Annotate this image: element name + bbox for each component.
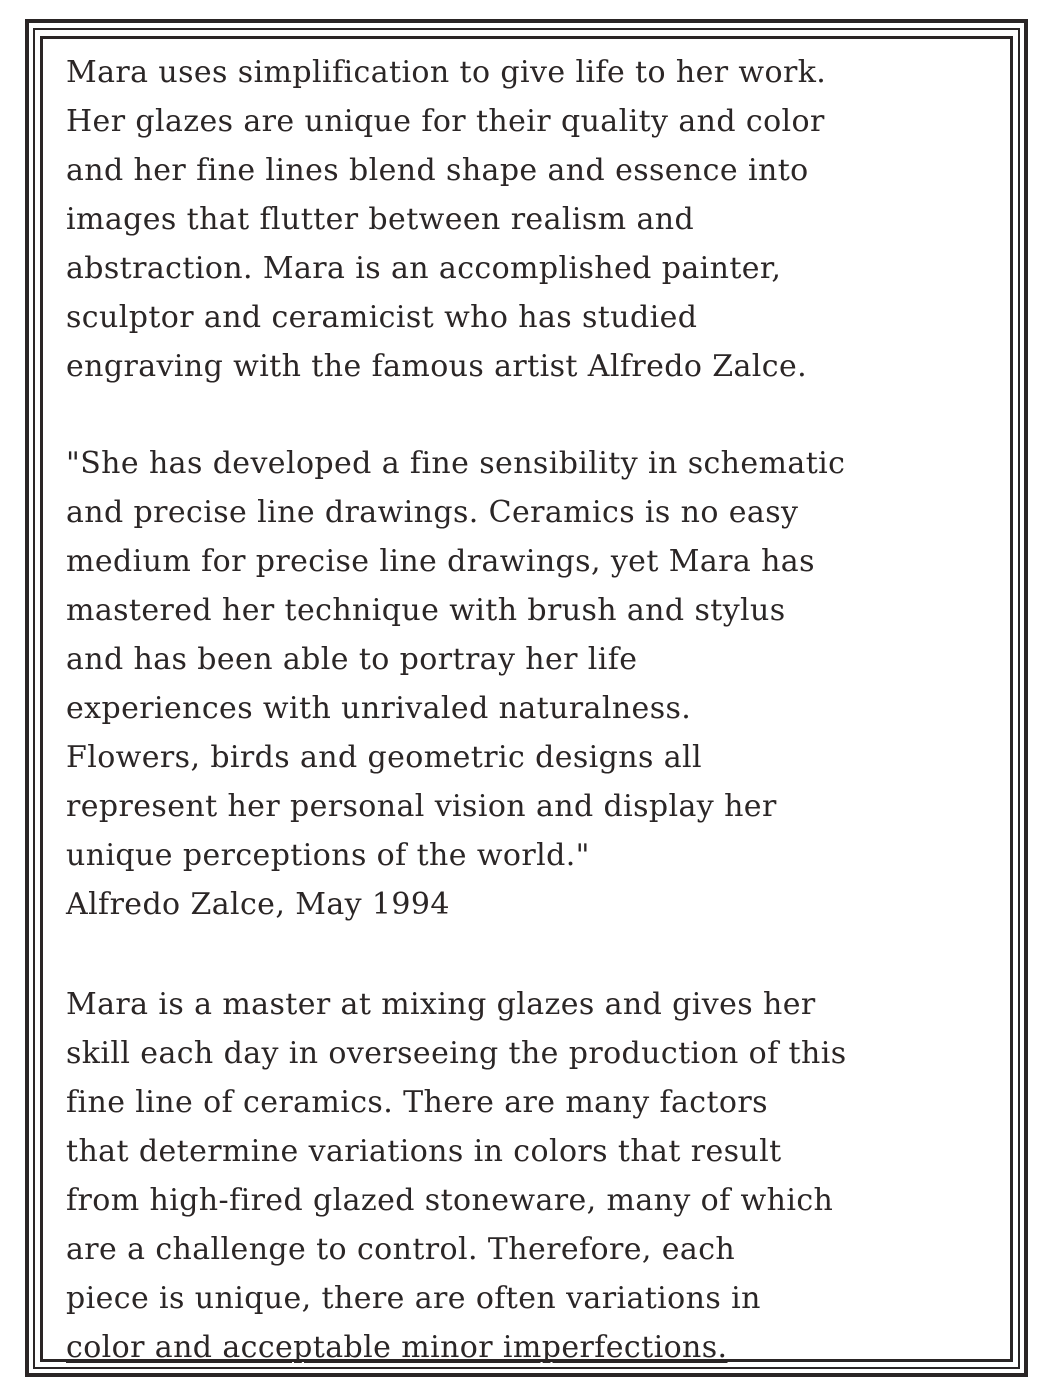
text-line: and has been able to portray her life — [66, 642, 638, 677]
text-line: that determine variations in colors that result — [66, 1134, 782, 1169]
text-line: experiences with unrivaled naturalness. — [66, 691, 692, 726]
paragraph-glazes — [66, 980, 1016, 1372]
paragraph-quote — [66, 439, 1016, 929]
text-line: unique perceptions of the world." — [66, 838, 590, 873]
text-line: Mara uses simplification to give life to her work. — [66, 55, 827, 90]
text-line: piece is unique, there are often variations in — [66, 1281, 761, 1316]
text-line: fine line of ceramics. There are many factors — [66, 1085, 768, 1120]
text-line: engraving with the famous artist Alfredo Zalce. — [66, 349, 808, 384]
text-line: "She has developed a fine sensibility in schematic — [66, 446, 846, 481]
text-line: abstraction. Mara is an accomplished painter, — [66, 251, 782, 286]
text-line: represent her personal vision and display her — [66, 789, 777, 824]
text-line: sculptor and ceramicist who has studied — [66, 300, 698, 335]
text-line: skill each day in overseeing the production of this — [66, 1036, 847, 1071]
text-line: Mara is a master at mixing glazes and gives her — [66, 987, 816, 1022]
text-line: medium for precise line drawings, yet Mara has — [66, 544, 815, 579]
text-line: from high-fired glazed stoneware, many of which — [66, 1183, 834, 1218]
text-line: Her glazes are unique for their quality and color — [66, 104, 825, 139]
text-line: and her fine lines blend shape and essence into — [66, 153, 809, 188]
text-line: images that flutter between realism and — [66, 202, 695, 237]
text-line: mastered her technique with brush and stylus — [66, 593, 786, 628]
text-line: are a challenge to control. Therefore, each — [66, 1232, 736, 1267]
text-line-last: color and acceptable minor imperfections. — [66, 1330, 728, 1365]
quote-attribution: Alfredo Zalce, May 1994 — [66, 887, 450, 922]
text-line: Flowers, birds and geometric designs all — [66, 740, 702, 775]
text-line: and precise line drawings. Ceramics is no easy — [66, 495, 799, 530]
paragraph-about-mara — [66, 48, 1016, 391]
